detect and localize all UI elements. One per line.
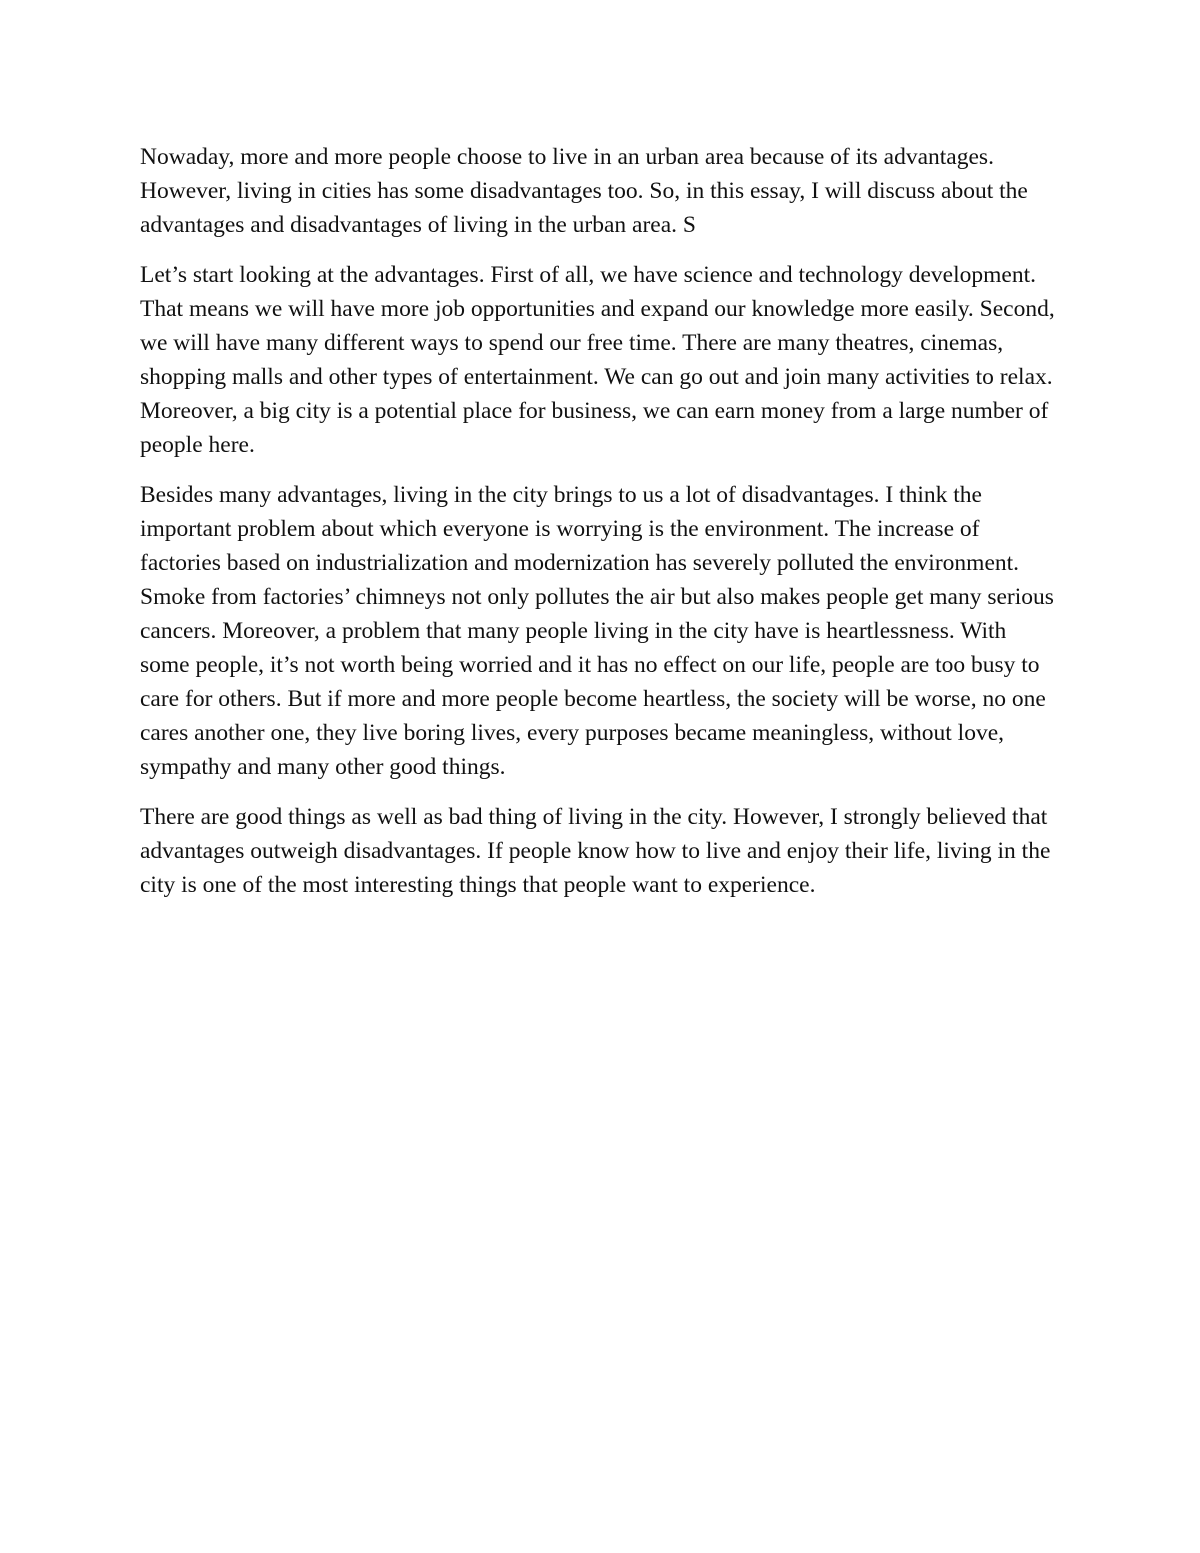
essay-body [140,140,1060,918]
paragraph-introduction: Nowaday, more and more people choose to live in an urban area because of its advantages. However, living in cities has some disadvantages too. So, in this essay, I will discuss about the advantages and disadvantages of living in the urban area. S [140,144,1028,238]
paragraph-disadvantages: Besides many advantages, living in the city brings to us a lot of disadvantages. I think the important problem about which everyone is worrying is the environment. The increase of factories based on industrialization and modernization has severely polluted the environment. Smoke from factories’ chimneys not only pollutes the air but also makes people get many serious cancers. Moreover, a problem that many people living in the city have is heartlessness. With some people, it’s not worth being worried and it has no effect on our life, people are too busy to care for others. But if more and more people become heartless, the society will be worse, no one cares another one, they live boring lives, every purposes became meaningless, without love, sympathy and many other good things. [140,482,1054,780]
paragraph-conclusion: There are good things as well as bad thing of living in the city. However, I strongly believed that advantages outweigh disadvantages. If people know how to live and enjoy their life, living in the city is one of the most interesting things that people want to experience. [140,804,1051,898]
paragraph-advantages: Let’s start looking at the advantages. First of all, we have science and technology development. That means we will have more job opportunities and expand our knowledge more easily. Second, we will have many different ways to spend our free time. There are many theatres, cinemas, shopping malls and other types of entertainment. We can go out and join many activities to relax. Moreover, a big city is a potential place for business, we can earn money from a large number of people here. [140,262,1055,458]
